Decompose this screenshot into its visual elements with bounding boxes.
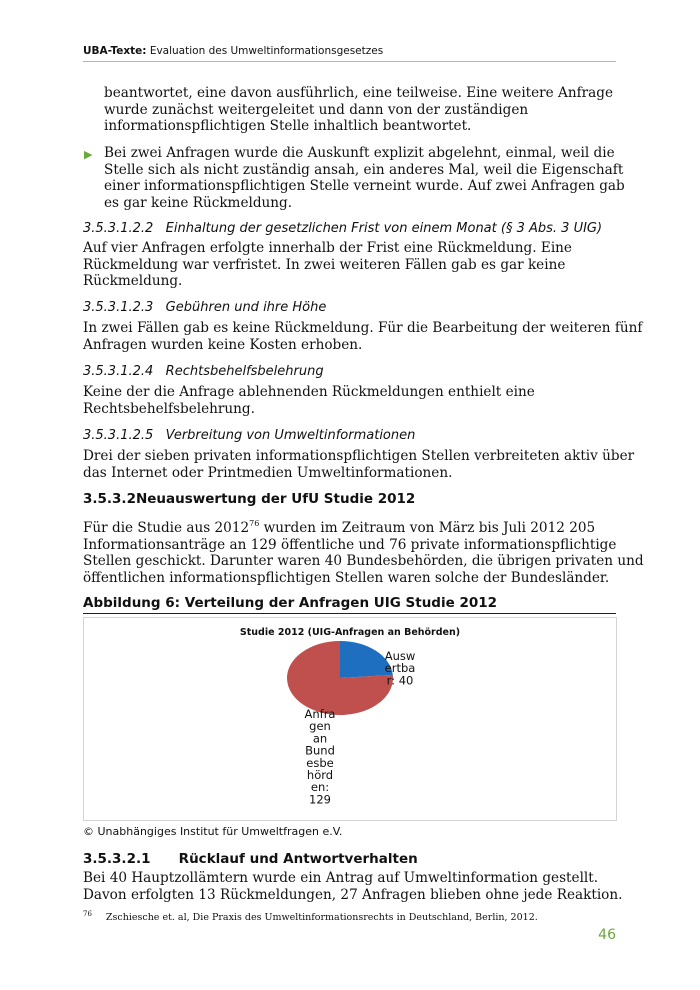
pie-data-label-1: Ausw ertba r: 40 — [384, 649, 416, 688]
intro-paragraph: beantwortet, eine davon ausführlich, eine teilweise. Eine weitere Anfrage wurde zunächst weitergeleitet und dann von der zuständigen informationspflichtigen Stelle inhaltlich beantwortet. — [104, 85, 613, 134]
pie-chart-frame — [83, 617, 617, 821]
heading-rechtsbehelf: 3.5.3.1.2.4 Rechtsbehelfsbelehrung — [83, 364, 324, 379]
heading-ruecklauf: 3.5.3.2.1 Rücklauf und Antwortverhalten — [83, 851, 418, 867]
paragraph-ruecklauf: Bei 40 Hauptzollämtern wurde ein Antrag auf Umweltinformation gestellt. Davon erfolgten 13 Rückmeldungen, 27 Anfragen blieben ohne jede Reaktion. — [83, 870, 623, 903]
figure-title: Abbildung 6: Verteilung der Anfragen UIG Studie 2012 — [83, 595, 616, 614]
paragraph-rechtsbehelf: Keine der die Anfrage ablehnenden Rückmeldungen enthielt eine Rechtsbehelfsbelehrung. — [83, 384, 535, 417]
footnote-number: 76 — [83, 910, 92, 918]
paragraph-neuauswertung: Für die Studie aus 2012$^{76}$ wurden im Zeitraum von März bis Juli 2012 205 Informationsanträge an 129 öffentliche und 76 private informationspflichtige Stellen geschickt. Darunter waren 40 Bundesbehörden, die übrigen privaten und öffentlichen informationspflichtigen Stellen waren solche der Bundesländer. — [83, 519, 644, 586]
pie-data-label-2: Anfra gen an Bund esbe hörd en: 129 — [304, 707, 336, 807]
header-series: UBA-Texte: — [83, 45, 147, 57]
footnote-ref: 76 — [249, 519, 260, 528]
header-title: Evaluation des Umweltinformationsgesetzes — [149, 45, 384, 57]
heading-neuauswertung: 3.5.3.2Neuauswertung der UfU Studie 2012 — [83, 491, 416, 507]
figure-copyright: © Unabhängiges Institut für Umweltfragen e.V. — [83, 825, 343, 838]
pie-chart — [84, 618, 616, 820]
footnote-text: Zschiesche et. al, Die Praxis des Umweltinformationsrechts in Deutschland, Berlin, 2012. — [105, 912, 538, 923]
chart-title: Studie 2012 (UIG-Anfragen an Behörden) — [239, 627, 461, 638]
running-header — [83, 45, 616, 62]
page-number: 46 — [598, 927, 616, 943]
paragraph-gebuehren: In zwei Fällen gab es keine Rückmeldung. Für die Bearbeitung der weiteren fünf Anfragen wurden keine Kosten erhoben. — [83, 320, 643, 353]
bullet-paragraph: Bei zwei Anfragen wurde die Auskunft explizit abgelehnt, einmal, weil die Stelle sich als nicht zuständig ansah, ein anderes Mal, weil die Eigenschaft einer informationspflichtigen Stelle verneint wurde. Auf zwei Anfragen gab es gar keine Rückmeldung. — [104, 145, 625, 211]
paragraph-verbreitung: Drei der sieben privaten informationspflichtigen Stellen verbreiteten aktiv über das Internet oder Printmedien Umweltinformationen. — [83, 448, 635, 481]
heading-verbreitung: 3.5.3.1.2.5 Verbreitung von Umweltinformationen — [83, 428, 416, 443]
footnote — [83, 910, 538, 923]
heading-gebuehren: 3.5.3.1.2.3 Gebühren und ihre Höhe — [83, 300, 327, 315]
paragraph-frist: Auf vier Anfragen erfolgte innerhalb der Frist eine Rückmeldung. Eine Rückmeldung war verfristet. In zwei weiteren Fällen gab es gar keine Rückmeldung. — [83, 240, 572, 289]
bullet-arrow-icon: ▶ — [84, 148, 93, 161]
heading-frist: 3.5.3.1.2.2 Einhaltung der gesetzlichen Frist von einem Monat (§ 3 Abs. 3 UIG) — [83, 221, 603, 236]
